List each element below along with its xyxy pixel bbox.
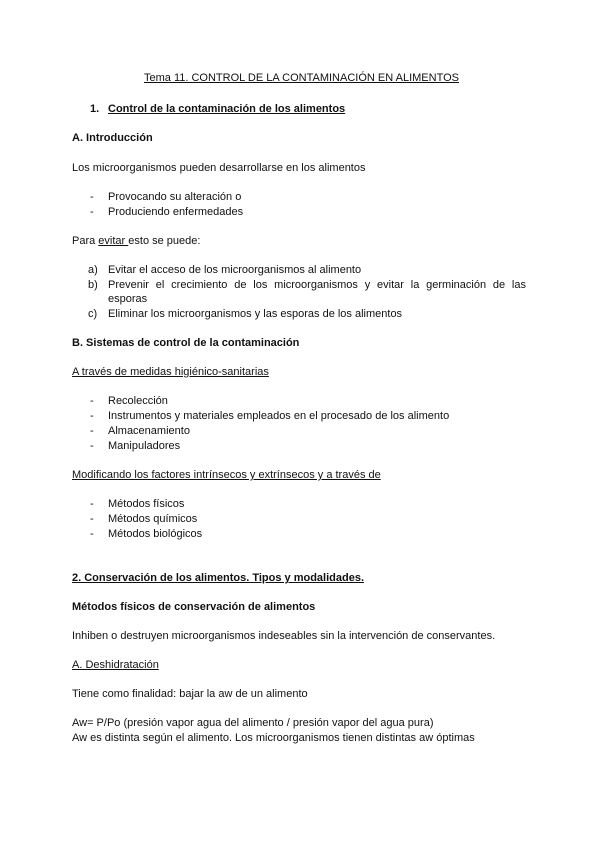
control-list2-item-1: Métodos físicos [108, 498, 185, 510]
item-mark-b: b) [88, 279, 98, 291]
section-2-line-2: Aw= P/Po (presión vapor agua del alimento / presión vapor del agua pura) [72, 717, 434, 729]
intro-item-b-cont: esporas [108, 293, 148, 305]
bullet-dash: - [90, 206, 94, 218]
control-sub-2: Modificando los factores intrínsecos y extrínsecos y a través de [72, 469, 381, 481]
control-list1-item-4: Manipuladores [108, 440, 181, 452]
para-link: evitar [98, 235, 129, 247]
bullet-dash: - [90, 191, 94, 203]
control-list1-item-1: Recolección [108, 395, 168, 407]
section-2-text: Inhiben o destruyen microorganismos indeseables sin la intervención de conservantes. [72, 630, 496, 642]
section-2-line-3: Aw es distinta según el alimento. Los microorganismos tienen distintas aw óptimas [72, 732, 475, 744]
intro-bullet-1: Provocando su alteración o [108, 191, 242, 203]
intro-heading: A. Introducción [72, 132, 153, 144]
intro-item-c: Eliminar los microorganismos y las esporas de los alimentos [108, 308, 403, 320]
section-2-sub: Métodos físicos de conservación de alimentos [72, 601, 316, 613]
bullet-dash: - [90, 513, 94, 525]
bullet-dash: - [90, 440, 94, 452]
intro-para [72, 235, 200, 247]
para-before: Para [72, 235, 99, 247]
para-after: esto se puede: [128, 235, 201, 247]
item-mark-a: a) [88, 264, 98, 276]
control-list2-item-3: Métodos biológicos [108, 528, 203, 540]
page-title: Tema 11. CONTROL DE LA CONTAMINACIÓN EN ALIMENTOS [144, 72, 459, 84]
bullet-dash: - [90, 410, 94, 422]
bullet-dash: - [90, 425, 94, 437]
control-list2-item-2: Métodos químicos [108, 513, 198, 525]
item-mark-c: c) [88, 308, 98, 320]
section-2-subA: A. Deshidratación [72, 659, 159, 671]
control-list1-item-3: Almacenamiento [108, 425, 190, 437]
section-2-line-1: Tiene como finalidad: bajar la aw de un alimento [72, 688, 308, 700]
control-heading: B. Sistemas de control de la contaminación [72, 337, 300, 349]
control-sub-1: A través de medidas higiénico-sanitarias [72, 366, 269, 378]
section-1-heading: Control de la contaminación de los alimentos [108, 103, 346, 115]
intro-item-a: Evitar el acceso de los microorganismos al alimento [108, 264, 362, 276]
bullet-dash: - [90, 498, 94, 510]
intro-text: Los microorganismos pueden desarrollarse en los alimentos [72, 162, 366, 174]
intro-bullet-2: Produciendo enfermedades [108, 206, 244, 218]
bullet-dash: - [90, 528, 94, 540]
intro-item-b: Prevenir el crecimiento de los microorganismos y evitar la germinación de las [108, 279, 526, 291]
section-1-number: 1. [90, 103, 100, 115]
section-2-heading: 2. Conservación de los alimentos. Tipos y modalidades. [72, 572, 364, 584]
control-list1-item-2: Instrumentos y materiales empleados en el procesado de los alimento [108, 410, 450, 422]
bullet-dash: - [90, 395, 94, 407]
